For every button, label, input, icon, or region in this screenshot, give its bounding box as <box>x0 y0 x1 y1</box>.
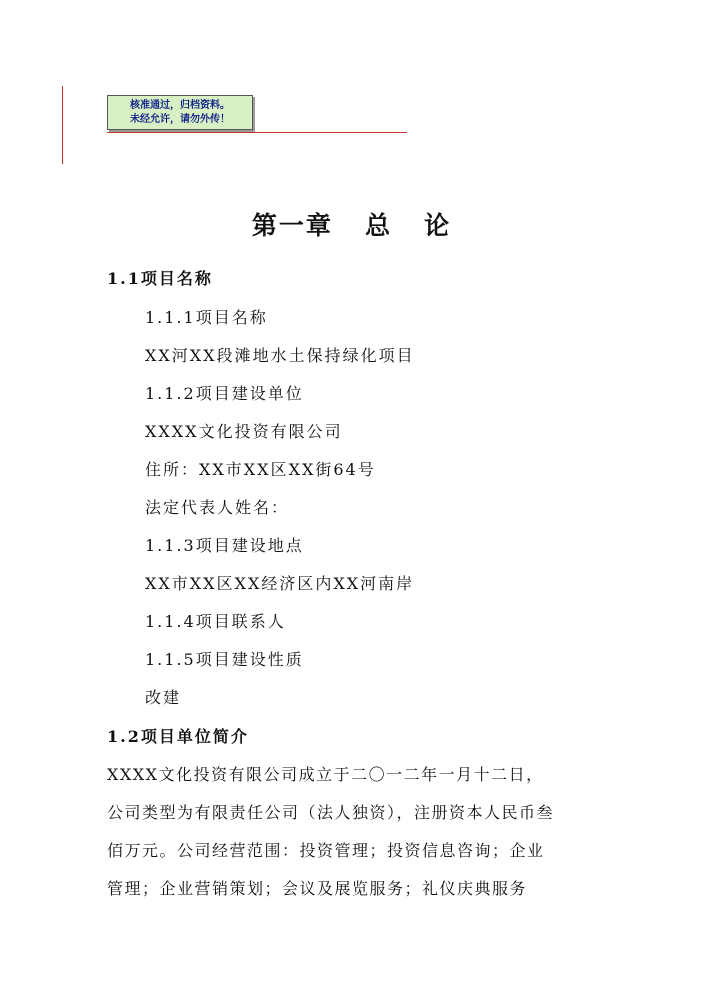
chapter-title: 第一章 总 论 <box>251 211 452 240</box>
body-line: XXXX文化投资有限公司 <box>145 422 343 441</box>
body-line: XX市XX区XX经济区内XX河南岸 <box>145 574 415 593</box>
section-heading: 1.2项目单位简介 <box>107 727 249 746</box>
paragraph-line: XXXX文化投资有限公司成立于二〇一二年一月十二日， <box>107 765 544 784</box>
body-line: 住所：XX市XX区XX街64号 <box>145 460 376 479</box>
body-line: 法定代表人姓名： <box>145 498 290 517</box>
subsection-heading: 1.1.4项目联系人 <box>145 612 286 631</box>
approval-stamp <box>107 95 253 130</box>
paragraph-line: 管理；企业营销策划；会议及展览服务；礼仪庆典服务 <box>107 879 528 898</box>
subsection-heading: 1.1.5项目建设性质 <box>145 650 304 669</box>
stamp-line-2: 未经允许，请勿外传！ <box>130 114 230 125</box>
section-heading: 1.1项目名称 <box>107 269 213 288</box>
margin-line-vertical <box>62 86 63 164</box>
paragraph-line: 佰万元。公司经营范围：投资管理；投资信息咨询；企业 <box>107 841 545 860</box>
paragraph-line: 公司类型为有限责任公司（法人独资），注册资本人民币叁 <box>107 803 555 822</box>
header-rule <box>107 132 407 133</box>
body-line: XX河XX段滩地水土保持绿化项目 <box>145 346 415 365</box>
subsection-heading: 1.1.1项目名称 <box>145 308 268 327</box>
body-line: 改建 <box>145 688 182 707</box>
stamp-line-1: 核准通过，归档资料。 <box>130 100 230 111</box>
subsection-heading: 1.1.2项目建设单位 <box>145 384 304 403</box>
subsection-heading: 1.1.3项目建设地点 <box>145 536 304 555</box>
